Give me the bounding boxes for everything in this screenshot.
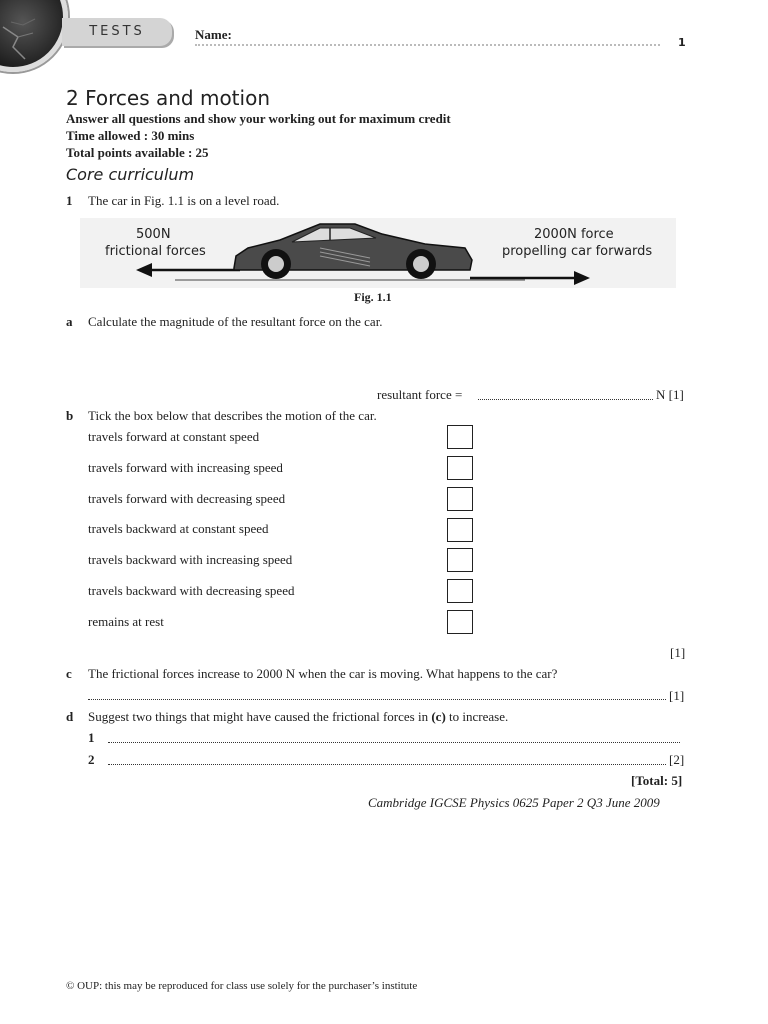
option-label: travels backward with decreasing speed: [88, 583, 295, 598]
part-c-marks: [1]: [669, 688, 685, 703]
option-label: remains at rest: [88, 614, 164, 629]
chapter-name: Forces and motion: [85, 86, 270, 110]
tests-tab-label: TESTS: [89, 24, 145, 39]
time-allowed: Time allowed : 30 mins: [66, 128, 195, 143]
right-force-value: 2000N force: [534, 227, 614, 242]
resultant-force-label: resultant force =: [377, 387, 463, 402]
part-a-letter: a: [66, 314, 73, 329]
part-c-answer-line[interactable]: [88, 699, 666, 700]
left-force-value: 500N: [136, 227, 171, 242]
instruction-line: Answer all questions and show your working out for maximum credit: [66, 111, 451, 126]
corner-globe-image: [0, 0, 68, 72]
part-d-item-number: 1: [88, 730, 95, 745]
lightning-graphic: [0, 0, 63, 67]
option-label: travels backward at constant speed: [88, 521, 269, 536]
part-d-marks: [2]: [669, 752, 685, 767]
question-intro: The car in Fig. 1.1 is on a level road.: [88, 193, 280, 208]
tick-box[interactable]: [447, 548, 473, 572]
part-d-answer-line[interactable]: [108, 764, 666, 765]
total-points: Total points available : 25: [66, 145, 209, 160]
tick-box[interactable]: [447, 487, 473, 511]
name-field-line[interactable]: [195, 44, 660, 46]
part-b-letter: b: [66, 408, 74, 423]
figure-caption: Fig. 1.1: [354, 290, 392, 304]
tick-box[interactable]: [447, 579, 473, 603]
option-label: travels backward with increasing speed: [88, 552, 293, 567]
total-marks: [Total: 5]: [631, 773, 683, 788]
section-title: Core curriculum: [66, 165, 195, 184]
resultant-force-unit: N [1]: [656, 387, 684, 402]
question-number: 1: [66, 193, 73, 208]
left-force-label: frictional forces: [105, 244, 206, 259]
right-force-label: propelling car forwards: [502, 244, 653, 259]
part-c-letter: c: [66, 666, 72, 681]
part-d-text: Suggest two things that might have caused the frictional forces in (c) to increase.: [88, 709, 509, 724]
tick-box[interactable]: [447, 610, 473, 634]
part-d-letter: d: [66, 709, 74, 724]
tick-box[interactable]: [447, 425, 473, 449]
chapter-number: 2: [66, 86, 79, 110]
tests-tab: [62, 18, 172, 46]
option-label: travels forward with decreasing speed: [88, 491, 286, 506]
source-citation: Cambridge IGCSE Physics 0625 Paper 2 Q3 June 2009: [368, 795, 660, 810]
page-number: 1: [678, 36, 686, 49]
part-b-marks: [1]: [670, 645, 686, 660]
part-b-text: Tick the box below that describes the motion of the car.: [88, 408, 377, 423]
part-c-text: The frictional forces increase to 2000 N when the car is moving. What happens to the car?: [88, 666, 558, 681]
part-d-answer-line[interactable]: [108, 742, 680, 743]
chapter-title: [66, 86, 270, 110]
name-label: Name:: [195, 27, 232, 42]
tick-box[interactable]: [447, 456, 473, 480]
tick-box[interactable]: [447, 518, 473, 542]
option-label: travels forward at constant speed: [88, 429, 260, 444]
option-label: travels forward with increasing speed: [88, 460, 283, 475]
copyright-footer: © OUP: this may be reproduced for class use solely for the purchaser’s institute: [66, 980, 418, 992]
resultant-force-answer-line[interactable]: [478, 399, 653, 400]
part-d-item-number: 2: [88, 752, 95, 767]
part-a-text: Calculate the magnitude of the resultant force on the car.: [88, 314, 383, 329]
